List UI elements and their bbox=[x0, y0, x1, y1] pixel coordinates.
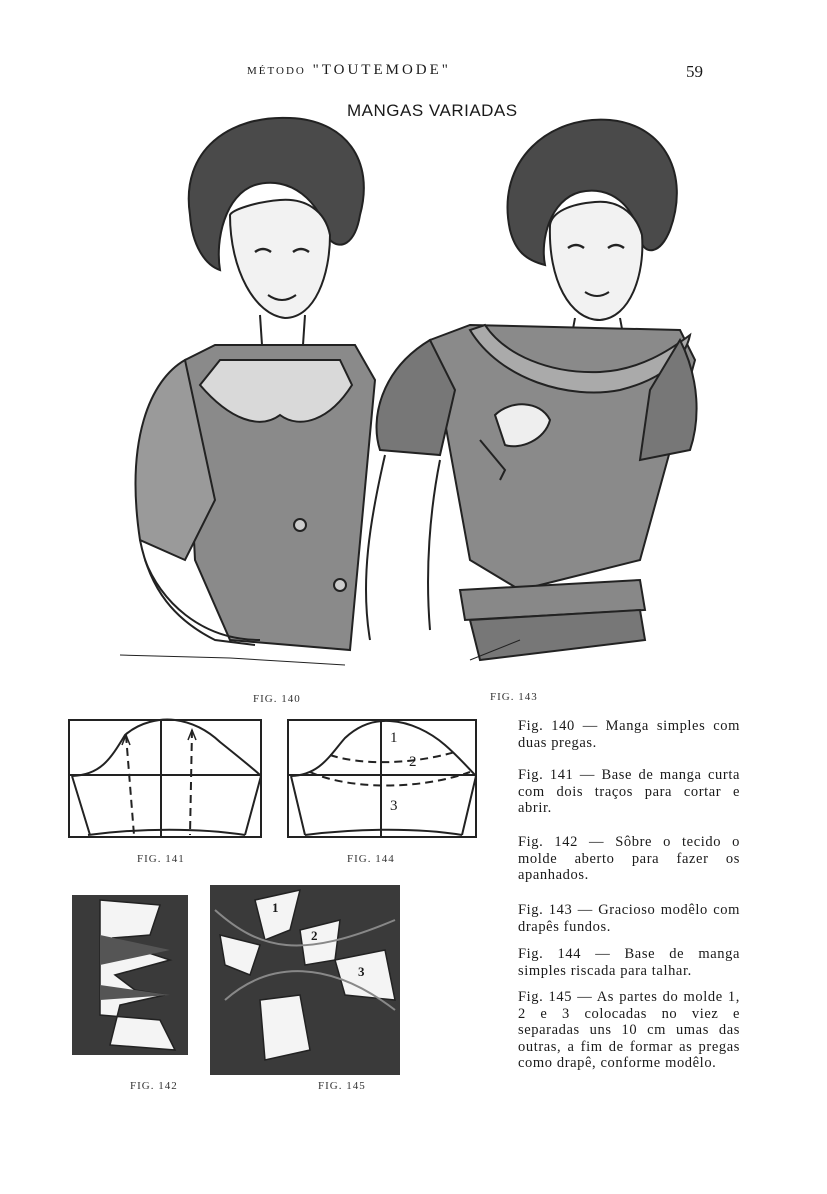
caption-text: Fig. 144 — Base de manga simples riscada para talhar. bbox=[518, 946, 740, 979]
page-title: MANGAS VARIADAS bbox=[347, 101, 518, 120]
caption-text: Fig. 142 — Sôbre o tecido o molde aberto para fazer os apanhados. bbox=[518, 834, 740, 883]
caption-text: Fig. 145 — As partes do molde 1, 2 e 3 colocadas no viez e separadas uns 10 cm umas das outras, a fim de formar as pregas como drapê, conforme modêlo. bbox=[518, 989, 740, 1071]
fig-145-number-2: 2 bbox=[311, 928, 318, 943]
fig-144-number-3: 3 bbox=[390, 798, 398, 814]
caption-fig-141 bbox=[500, 767, 740, 817]
fig-144-number-2: 2 bbox=[409, 754, 417, 770]
fig-145-label: FIG. 145 bbox=[318, 1080, 366, 1092]
fig-140-label: FIG. 140 bbox=[253, 693, 301, 705]
caption-fig-144 bbox=[500, 946, 740, 979]
method-prefix: MÉTODO bbox=[247, 65, 306, 77]
caption-fig-142 bbox=[500, 834, 740, 884]
fig-142-label: FIG. 142 bbox=[130, 1080, 178, 1092]
page-number: 59 bbox=[686, 62, 703, 81]
fig-143-label: FIG. 143 bbox=[490, 691, 538, 703]
caption-fig-140 bbox=[500, 718, 740, 751]
caption-fig-143 bbox=[500, 902, 740, 935]
caption-fig-145 bbox=[500, 989, 740, 1072]
fig-144-number-1: 1 bbox=[390, 730, 398, 746]
fig-145-number-3: 3 bbox=[358, 964, 365, 979]
caption-text: Fig. 143 — Gracioso modêlo com drapês fundos. bbox=[518, 902, 740, 935]
fig-145-number-1: 1 bbox=[272, 900, 279, 915]
caption-text: Fig. 140 — Manga simples com duas pregas. bbox=[518, 718, 740, 751]
fig-141-label: FIG. 141 bbox=[137, 853, 185, 865]
caption-text: Fig. 141 — Base de manga curta com dois traços para cortar e abrir. bbox=[518, 767, 740, 816]
fig-144-label: FIG. 144 bbox=[347, 853, 395, 865]
method-name: "TOUTEMODE" bbox=[312, 62, 451, 78]
